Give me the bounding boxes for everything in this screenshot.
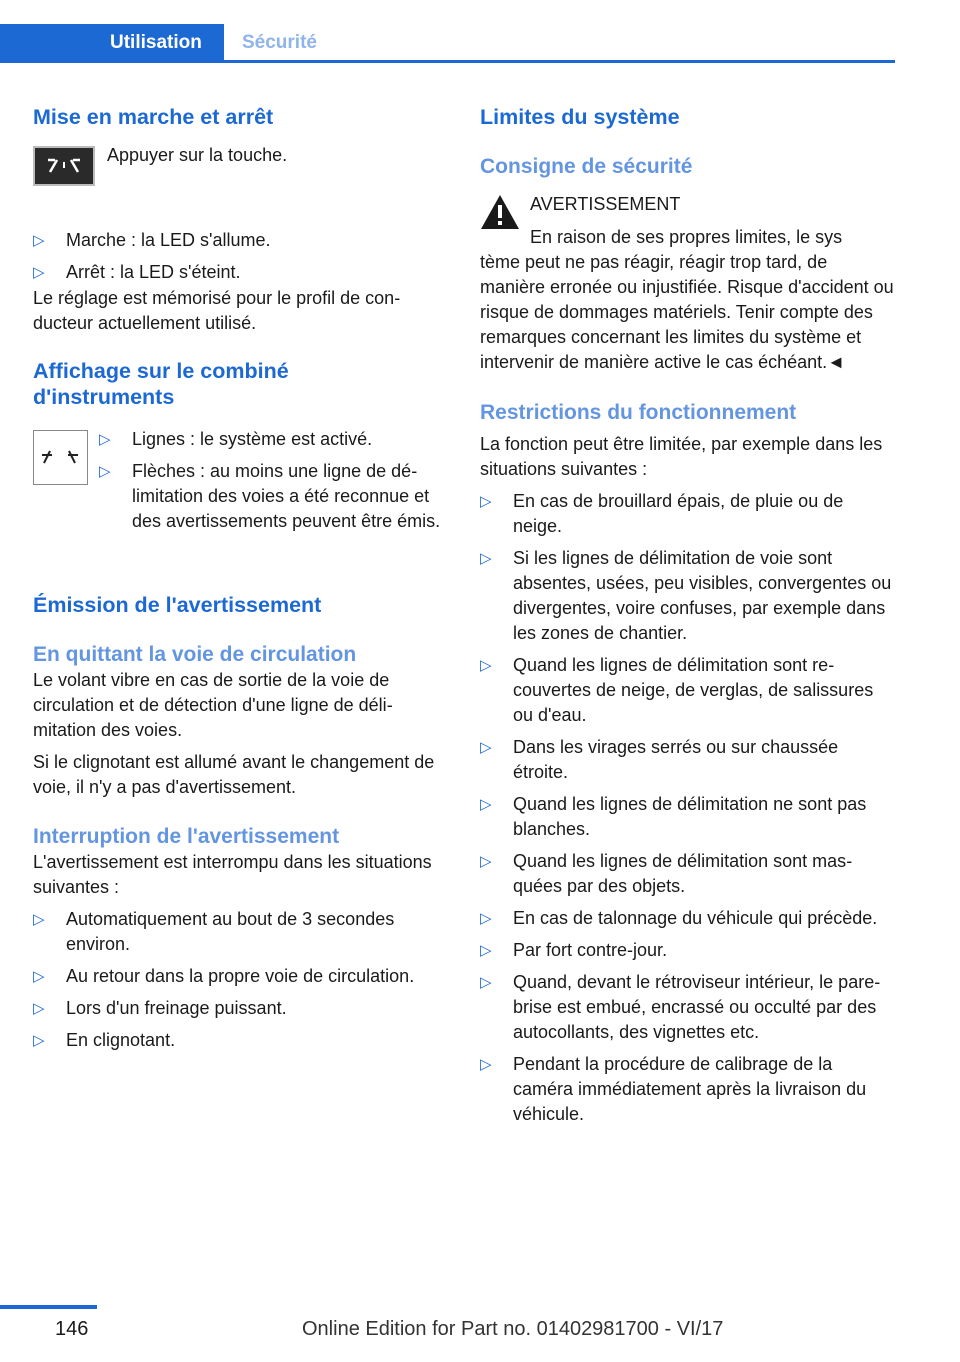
section-title-system-limits: Limites du système — [480, 105, 680, 129]
list-item: ▷ Si les lignes de délimitation de voie sont absentes, usées, peu visibles, convergentes ou divergentes, voire confuses, par exemple dans les zones de chantier. — [480, 548, 892, 643]
restrictions-list — [480, 489, 895, 1127]
list-item: ▷ Quand les lignes de délimitation ne sont pas blanches. — [480, 794, 867, 839]
list-item: ▷ Dans les virages serrés ou sur chaussée étroite. — [480, 737, 839, 782]
bullet-triangle-icon: ▷ — [99, 463, 111, 480]
restrictions-intro: La fonction peut être limitée, par exemple dans les situations suivantes : — [480, 434, 883, 479]
list-item: ▷ Quand les lignes de délimitation sont recouvertes de neige, de verglas, de salissures ou d'eau. — [480, 655, 874, 725]
bullet-triangle-icon: ▷ — [33, 1000, 45, 1017]
bullet-triangle-icon: ▷ — [480, 910, 492, 927]
list-item: ▷ Lignes : le système est activé. — [99, 427, 449, 452]
list-item: ▷ Au retour dans la propre voie de circulation. — [33, 964, 448, 989]
bullet-triangle-icon: ▷ — [33, 911, 45, 928]
list-item: ▷ Arrêt : la LED s'éteint. — [33, 260, 448, 285]
list-item: ▷ Marche : la LED s'allume. — [33, 228, 448, 253]
list-item: ▷ En cas de talonnage du véhicule qui précède. — [480, 906, 895, 931]
edition-text: Online Edition for Part no. 01402981700 - VI/17 — [302, 1318, 724, 1340]
on-off-list — [33, 228, 448, 285]
list-item: ▷ Flèches : au moins une ligne de délimitation des voies a été reconnue et des avertissements peuvent être émis. — [99, 461, 441, 531]
lane-button-icon — [33, 146, 95, 186]
warning-triangle-icon — [480, 194, 520, 230]
tab-utilisation-label: Utilisation — [110, 32, 202, 53]
right-column — [480, 100, 895, 1134]
header-bar — [0, 24, 895, 63]
instrument-lane-icon — [33, 430, 88, 485]
profile-note: Le réglage est mémorisé pour le profil de conducteur actuellement utilisé. — [33, 288, 401, 333]
bullet-triangle-icon: ▷ — [480, 493, 492, 510]
tab-utilisation[interactable] — [0, 24, 224, 62]
warning-text-first: En raison de ses propres limites, le sys — [530, 227, 843, 247]
list-item: ▷ Automatiquement au bout de 3 secondes environ. — [33, 909, 395, 954]
bullet-triangle-icon: ▷ — [480, 853, 492, 870]
left-column — [33, 100, 448, 1060]
lane-symbol-icon — [35, 148, 93, 184]
section-title-display: Affichage sur le combiné d'instruments — [33, 359, 289, 409]
subtitle-warning-interruption: Interruption de l'avertissement — [33, 825, 340, 848]
interruption-intro: L'avertissement est interrompu dans les situations suivantes : — [33, 852, 432, 897]
bullet-triangle-icon: ▷ — [33, 264, 45, 281]
subtitle-leaving-lane: En quittant la voie de circulation — [33, 643, 357, 666]
bullet-triangle-icon: ▷ — [99, 431, 111, 448]
leaving-lane-text: Le volant vibre en cas de sortie de la voie de circulation et de détection d'une ligne de délimitation des voies. — [33, 670, 393, 740]
bullet-triangle-icon: ▷ — [480, 550, 492, 567]
bullet-triangle-icon: ▷ — [480, 657, 492, 674]
tab-securite[interactable]: Sécurité — [242, 32, 317, 53]
turn-signal-text: Si le clignotant est allumé avant le changement de voie, il n'y a pas d'avertissement. — [33, 752, 435, 797]
bullet-triangle-icon: ▷ — [480, 942, 492, 959]
list-item: ▷ Lors d'un freinage puissant. — [33, 996, 448, 1021]
warning-label: AVERTISSEMENT — [530, 194, 681, 214]
list-item: ▷ Quand les lignes de délimitation sont masquées par des objets. — [480, 851, 853, 896]
footer-rule — [0, 1305, 97, 1309]
bullet-triangle-icon: ▷ — [480, 1056, 492, 1073]
list-item: ▷ En clignotant. — [33, 1028, 448, 1053]
bullet-triangle-icon: ▷ — [480, 739, 492, 756]
bullet-triangle-icon: ▷ — [33, 232, 45, 249]
subtitle-safety-notice: Consigne de sécurité — [480, 155, 693, 178]
list-item: ▷ Pendant la procédure de calibrage de la caméra immédiatement après la livraison du véhicule. — [480, 1054, 867, 1124]
bullet-triangle-icon: ▷ — [33, 968, 45, 985]
list-item: ▷ En cas de brouillard épais, de pluie ou de neige. — [480, 491, 844, 536]
section-title-warning-emission: Émission de l'avertissement — [33, 593, 322, 617]
lane-lines-icon — [34, 431, 87, 484]
display-list — [99, 427, 449, 541]
list-item: ▷ Quand, devant le rétroviseur intérieur, le pare-brise est embué, encrassé ou occulté par des autocollants, des vignettes etc. — [480, 972, 881, 1042]
interruption-list — [33, 907, 448, 1053]
page-number: 146 — [55, 1318, 89, 1340]
list-item: ▷ Par fort contre-jour. — [480, 938, 895, 963]
section-title-on-off: Mise en marche et arrêt — [33, 105, 274, 129]
warning-text: tème peut ne pas réagir, réagir trop tard, de manière erronée ou injustifiée. Risque d'accident ou risque de dommages matériels. Tenir compte des remarques concernant les limites du système et intervenir de manière active le cas échéant.◄ — [480, 252, 894, 372]
bullet-triangle-icon: ▷ — [480, 796, 492, 813]
bullet-triangle-icon: ▷ — [33, 1032, 45, 1049]
bullet-triangle-icon: ▷ — [480, 974, 492, 991]
on-off-intro: Appuyer sur la touche. — [107, 145, 288, 165]
subtitle-function-restrictions: Restrictions du fonctionnement — [480, 401, 797, 424]
